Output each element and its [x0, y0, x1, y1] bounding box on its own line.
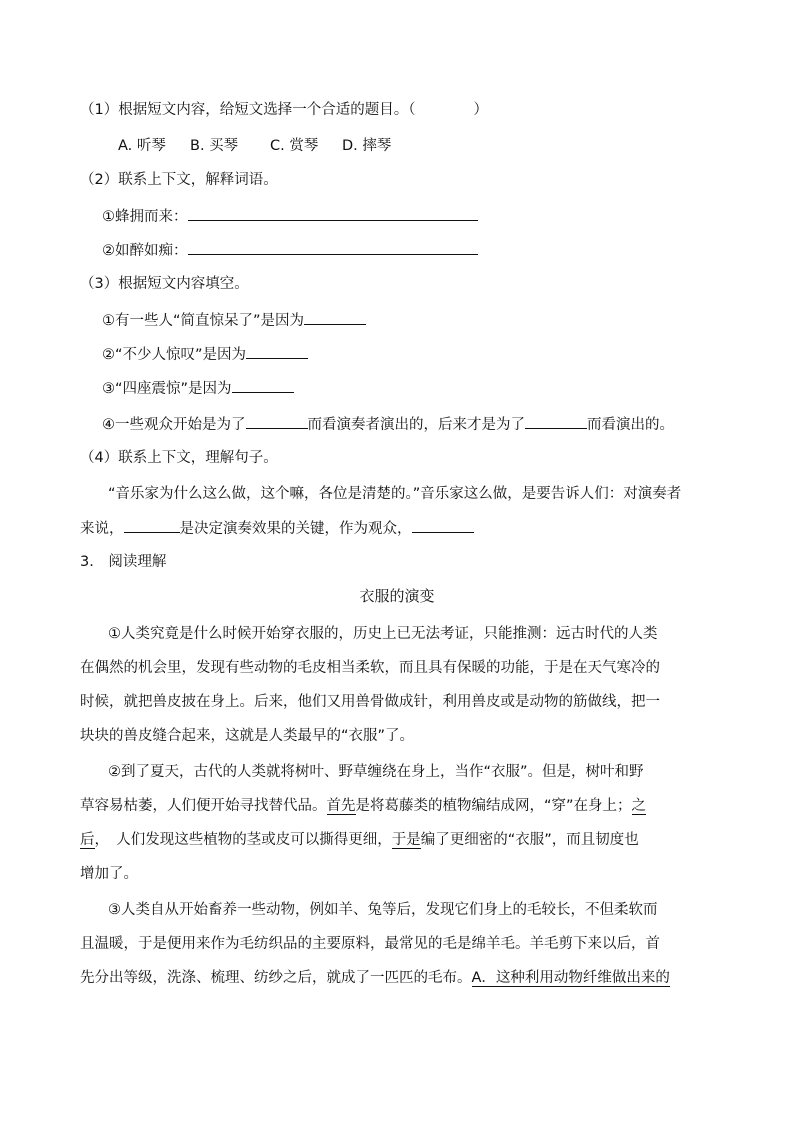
underlined-sentence-a: A．这种利用动物纤维做出来的: [471, 970, 670, 986]
para1-line4: 块块的兽皮缝合起来，这就是人类最早的“衣服”了。: [80, 728, 415, 744]
underlined-connective: 首先: [326, 798, 356, 814]
underlined-connective: 之: [631, 798, 647, 814]
answer-blank[interactable]: [246, 414, 308, 429]
q2-item-1: [102, 206, 478, 227]
answer-blank[interactable]: [188, 206, 478, 221]
para2-line4: 增加了。: [80, 866, 138, 882]
q1-option-a: A. 听琴: [118, 138, 166, 154]
passage-title: 衣服的演变: [359, 587, 435, 605]
para2-text: 是将葛藤类的植物编结成网，“穿”在身上；: [355, 798, 632, 814]
answer-blank[interactable]: [232, 378, 294, 393]
para1-line3: 时候，就把兽皮披在身上。后来，他们又用兽骨做成针，利用兽皮或是动物的筋做线，把一: [80, 694, 660, 710]
para2-line2: [80, 796, 646, 816]
para2-text: 草容易枯萎，人们便开始寻找替代品。: [80, 798, 327, 814]
q1-option-b: B. 买琴: [190, 138, 239, 154]
q2-item-2-label: ②如醉如痴：: [102, 243, 188, 259]
answer-blank[interactable]: [246, 344, 308, 359]
q4-quote-line2: [80, 518, 474, 539]
answer-blank[interactable]: [412, 518, 474, 533]
q1-prompt: （1）根据短文内容，给短文选择一个合适的题目。（ ）: [80, 102, 488, 118]
para2-line1: ②到了夏天，古代的人类就将树叶、野草缠绕在身上，当作“衣服”。但是，树叶和野: [108, 764, 644, 780]
q2-item-1-label: ①蜂拥而来：: [102, 209, 188, 225]
para1-line1: ①人类究竟是什么时候开始穿衣服的，历史上已无法考证，只能推测：远古时代的人类: [108, 626, 658, 642]
para2-text: 编了更细密的“衣服”，而且韧度也: [420, 832, 639, 848]
underlined-connective: 后: [80, 832, 95, 848]
q3-item-2-label: ②“不少人惊叹”是因为: [102, 347, 247, 363]
answer-blank[interactable]: [124, 518, 180, 533]
answer-blank[interactable]: [304, 310, 366, 325]
q4-line2-part2: 是决定演奏效果的关键，作为观众，: [179, 521, 412, 537]
para2-text: ， 人们发现这些植物的茎或皮可以撕得更细，: [94, 832, 392, 848]
q4-prompt: （4）联系上下文，理解句子。: [80, 450, 278, 466]
q2-item-2: [102, 240, 478, 261]
section-label: 3. 阅读理解: [80, 554, 167, 570]
q4-line2-part1: 来说，: [80, 521, 124, 537]
q3-item-3-label: ③“四座震惊”是因为: [102, 381, 232, 397]
q2-prompt: （2）联系上下文，解释词语。: [80, 172, 278, 188]
para1-line2: 在偶然的机会里，发现有些动物的毛皮相当柔软，而且具有保暖的功能，于是在天气寒冷的: [80, 660, 660, 676]
para3-line3: [80, 968, 670, 988]
q3-item-1: [102, 310, 366, 331]
q3-item-1-label: ①有一些人“简直惊呆了”是因为: [102, 313, 305, 329]
q3-item-4-part2: 而看演奏者演出的，后来才是为了: [307, 417, 525, 433]
para2-line3: [80, 830, 639, 850]
q4-quote-line1: “音乐家为什么这么做，这个嘛，各位是清楚的。”音乐家这么做，是要告诉人们：对演奏者: [108, 486, 682, 502]
q3-item-4: [102, 414, 674, 435]
para3-line1: ③人类自从开始畜养一些动物，例如羊、兔等后，发现它们身上的毛较长，不但柔软而: [108, 902, 658, 918]
underlined-connective: 于是: [391, 832, 421, 848]
para3-text: 先分出等级，洗涤、梳理、纺纱之后，就成了一匹匹的毛布。: [80, 970, 472, 986]
answer-blank[interactable]: [525, 414, 587, 429]
para3-line2: 且温暖，于是便用来作为毛纺织品的主要原料，最常见的毛是绵羊毛。羊毛剪下来以后，首: [80, 936, 660, 952]
q1-option-c: C. 赏琴: [270, 138, 319, 154]
q3-item-2: [102, 344, 308, 365]
answer-blank[interactable]: [188, 240, 478, 255]
q3-item-3: [102, 378, 294, 399]
q1-option-d: D. 摔琴: [342, 138, 392, 154]
q3-item-4-part1: ④一些观众开始是为了: [102, 417, 246, 433]
q3-prompt: （3）根据短文内容填空。: [80, 276, 249, 292]
q3-item-4-part3: 而看演出的。: [587, 417, 674, 433]
